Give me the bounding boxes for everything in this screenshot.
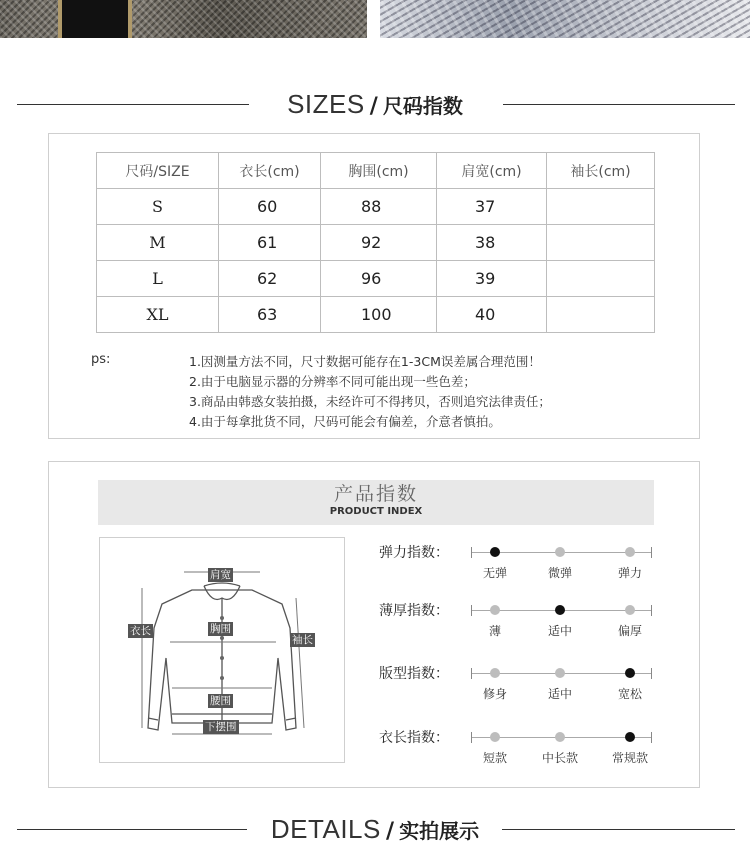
note-item: 2.由于电脑显示器的分辨率不同可能出现一些色差； (189, 374, 476, 389)
index-option: 无弹 (482, 566, 508, 580)
label-chest: 胸围 (210, 623, 231, 635)
index-label: 薄厚指数： (379, 603, 449, 619)
col-header-sleeve: 袖长(cm) (547, 153, 655, 189)
index-dot (490, 605, 500, 615)
cell-size: S (97, 189, 219, 225)
index-option: 偏厚 (617, 624, 643, 638)
index-option: 中长款 (541, 751, 579, 765)
index-option: 薄 (488, 624, 502, 638)
col-header-length: 衣长(cm) (219, 153, 321, 189)
index-dot (490, 732, 500, 742)
index-label: 弹力指数： (379, 545, 449, 561)
cell-length: 60 (219, 189, 321, 225)
cell-chest: 88 (321, 189, 437, 225)
table-row (97, 261, 655, 297)
col-header-chest: 胸围(cm) (321, 153, 437, 189)
index-option: 宽松 (617, 687, 643, 701)
product-index-banner (98, 480, 654, 525)
note-item: 1.因测量方法不同，尺寸数据可能存在1-3CM误差属合理范围！ (189, 354, 541, 369)
index-dot (555, 547, 565, 557)
index-dot (625, 605, 635, 615)
index-option: 弹力 (617, 566, 643, 580)
cell-length: 63 (219, 297, 321, 333)
index-option: 适中 (547, 624, 573, 638)
table-row (97, 297, 655, 333)
cell-chest: 100 (321, 297, 437, 333)
index-label: 衣长指数： (379, 730, 449, 746)
sizes-heading-en: SIZES (287, 89, 365, 119)
elasticity-index (379, 544, 659, 584)
cell-sleeve (547, 261, 655, 297)
size-chart-panel (48, 133, 700, 439)
cell-sleeve (547, 225, 655, 261)
index-dot (490, 668, 500, 678)
label-sleeve: 袖长 (292, 634, 313, 646)
label-waist: 腰围 (210, 695, 231, 707)
index-dot (625, 668, 635, 678)
index-option: 修身 (482, 687, 508, 701)
details-heading-slash: / (385, 819, 394, 844)
sizes-heading-zh: 尺码指数 (382, 94, 463, 118)
cell-sleeve (547, 297, 655, 333)
note-item: 4.由于每拿批货不同，尺码可能会有偏差，介意者慎拍。 (189, 414, 501, 429)
index-label: 版型指数： (379, 666, 449, 682)
product-index-panel (48, 461, 700, 788)
details-heading-en: DETAILS (270, 814, 381, 844)
size-table-header (97, 153, 655, 189)
notes-prefix: ps: (91, 352, 111, 367)
index-dot (555, 605, 565, 615)
index-dot (555, 668, 565, 678)
col-header-shoulder: 肩宽(cm) (437, 153, 547, 189)
col-header-size: 尺码/SIZE (97, 153, 219, 189)
sizes-heading-slash: / (369, 94, 378, 119)
cell-shoulder: 38 (437, 225, 547, 261)
product-photo-left (0, 0, 367, 38)
sizes-heading (0, 84, 750, 124)
cell-length: 61 (219, 225, 321, 261)
label-hem: 下摆围 (205, 721, 237, 733)
index-dot (555, 732, 565, 742)
fit-index (379, 665, 659, 705)
index-dot (625, 732, 635, 742)
index-dot (490, 547, 500, 557)
product-photo-right (380, 0, 750, 38)
note-item: 3.商品由韩惑女装拍摄，未经许可不得拷贝，否则追究法律责任； (189, 394, 551, 409)
details-heading (0, 809, 750, 849)
table-row (97, 225, 655, 261)
index-option: 适中 (547, 687, 573, 701)
cell-chest: 96 (321, 261, 437, 297)
index-dot (625, 547, 635, 557)
size-table (96, 152, 655, 333)
cell-chest: 92 (321, 225, 437, 261)
thickness-index (379, 602, 659, 642)
cell-size: M (97, 225, 219, 261)
details-heading-zh: 实拍展示 (399, 819, 480, 843)
cell-length: 62 (219, 261, 321, 297)
index-option: 短款 (482, 751, 508, 765)
cell-shoulder: 40 (437, 297, 547, 333)
label-shoulder: 肩宽 (210, 569, 231, 581)
product-index-title-en: PRODUCT INDEX (329, 506, 423, 517)
garment-diagram (99, 537, 345, 763)
index-option: 常规款 (611, 751, 649, 765)
cell-size: XL (97, 297, 219, 333)
label-length: 衣长 (130, 625, 151, 637)
cell-sleeve (547, 189, 655, 225)
index-option: 微弹 (547, 566, 573, 580)
top-photo-strip (0, 0, 750, 38)
product-index-title-zh: 产品指数 (333, 483, 418, 505)
cell-size: L (97, 261, 219, 297)
cell-shoulder: 39 (437, 261, 547, 297)
table-row (97, 189, 655, 225)
cell-shoulder: 37 (437, 189, 547, 225)
length-index (379, 729, 659, 769)
